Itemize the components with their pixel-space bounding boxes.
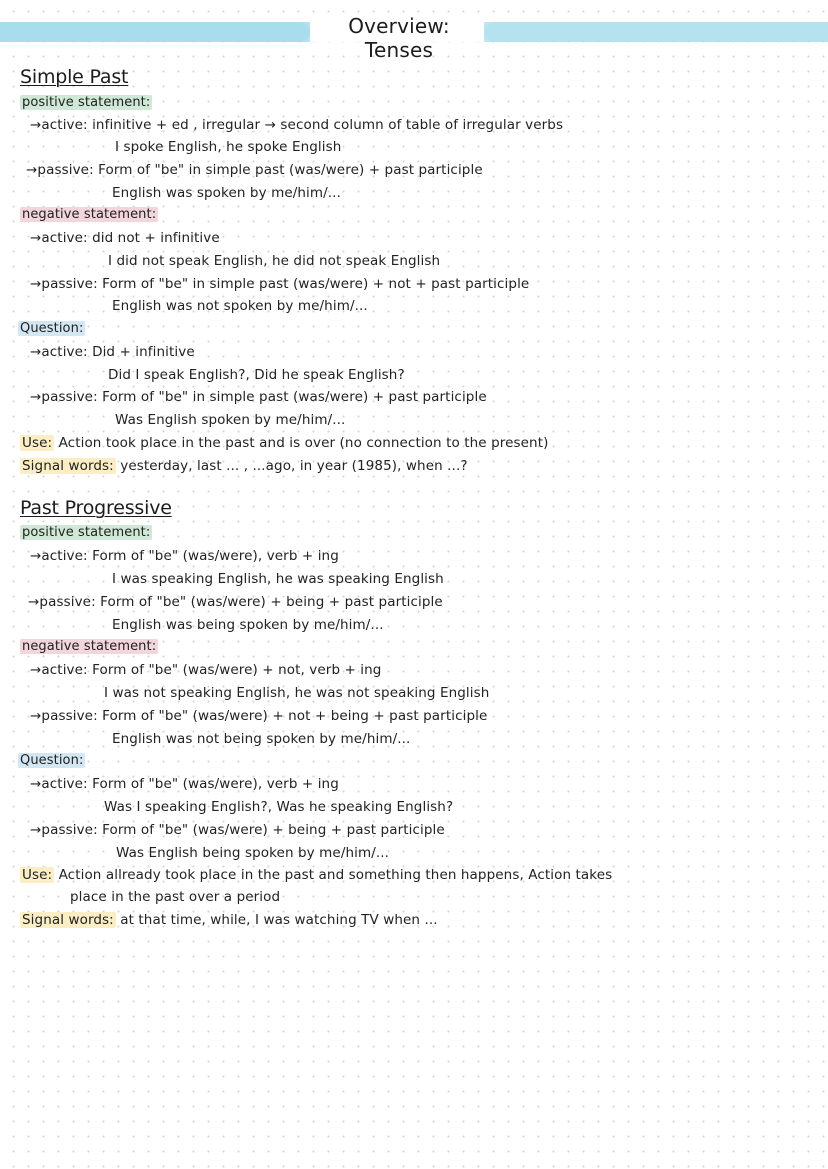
simple-past-pos-active-example: I spoke English, he spoke English — [115, 139, 342, 155]
past-progressive-neg-passive: →passive: Form of "be" (was/were) + not + being + past participle — [30, 708, 488, 724]
simple-past-q-active: →active: Did + infinitive — [30, 344, 195, 360]
past-progressive-pos-passive-example: English was being spoken by me/him/... — [112, 617, 384, 633]
simple-past-neg-active-example: I did not speak English, he did not speak English — [108, 253, 441, 269]
simple-past-pos-passive-example: English was spoken by me/him/... — [112, 185, 341, 201]
simple-past-pos-passive: →passive: Form of "be" in simple past (was/were) + past participle — [26, 162, 483, 178]
simple-past-heading: Simple Past — [20, 66, 129, 88]
simple-past-positive-label — [20, 95, 152, 110]
negative-label-text: negative statement: — [22, 639, 157, 654]
past-progressive-pos-active-example: I was speaking English, he was speaking English — [112, 571, 444, 587]
past-progressive-q-passive-example: Was English being spoken by me/him/... — [116, 845, 390, 861]
question-label-text: Question: — [20, 753, 84, 768]
simple-past-neg-active: →active: did not + infinitive — [30, 230, 220, 246]
past-progressive-q-active: →active: Form of "be" (was/were), verb + ing — [30, 776, 339, 792]
past-progressive-positive-label — [20, 525, 152, 540]
page-title: Overview: Tenses — [348, 14, 450, 62]
signal-text: at that time, while, I was watching TV when ... — [120, 912, 438, 928]
use-label: Use: — [22, 867, 53, 883]
past-progressive-question-label — [18, 753, 85, 768]
past-progressive-heading: Past Progressive — [20, 497, 172, 519]
title-band-left — [0, 22, 310, 42]
use-label: Use: — [22, 435, 53, 451]
simple-past-neg-passive-example: English was not spoken by me/him/... — [112, 298, 368, 314]
past-progressive-q-active-example: Was I speaking English?, Was he speaking English? — [104, 799, 454, 815]
past-progressive-neg-active-example: I was not speaking English, he was not speaking English — [104, 685, 490, 701]
simple-past-neg-passive: →passive: Form of "be" in simple past (was/were) + not + past participle — [30, 276, 530, 292]
past-progressive-q-passive: →passive: Form of "be" (was/were) + being + past participle — [30, 822, 445, 838]
positive-label-text: positive statement: — [22, 95, 151, 110]
simple-past-q-active-example: Did I speak English?, Did he speak English? — [108, 367, 405, 383]
past-progressive-signal-words — [20, 912, 438, 928]
past-progressive-negative-label — [20, 639, 158, 654]
positive-label-text: positive statement: — [22, 525, 151, 540]
past-progressive-pos-active: →active: Form of "be" (was/were), verb + ing — [30, 548, 339, 564]
simple-past-signal-words — [20, 458, 468, 474]
past-progressive-use — [20, 867, 612, 883]
simple-past-question-label — [18, 321, 85, 336]
past-progressive-neg-passive-example: English was not being spoken by me/him/... — [112, 731, 411, 747]
question-label-text: Question: — [20, 321, 84, 336]
simple-past-q-passive: →passive: Form of "be" in simple past (was/were) + past participle — [30, 389, 487, 405]
simple-past-use — [20, 435, 548, 451]
past-progressive-use-continued: place in the past over a period — [70, 889, 281, 905]
use-text: Action allready took place in the past and something then happens, Action takes — [58, 867, 613, 883]
past-progressive-pos-passive: →passive: Form of "be" (was/were) + being + past participle — [28, 594, 443, 610]
signal-text: yesterday, last ... , ...ago, in year (1985), when ...? — [120, 458, 468, 474]
simple-past-pos-active: →active: infinitive + ed , irregular → second column of table of irregular verbs — [30, 117, 564, 133]
past-progressive-neg-active: →active: Form of "be" (was/were) + not, verb + ing — [30, 662, 382, 678]
simple-past-negative-label — [20, 207, 158, 222]
signal-label: Signal words: — [22, 912, 114, 928]
signal-label: Signal words: — [22, 458, 114, 474]
title-band-right — [484, 22, 828, 42]
use-text: Action took place in the past and is over (no connection to the present) — [58, 435, 549, 451]
simple-past-q-passive-example: Was English spoken by me/him/... — [115, 412, 346, 428]
negative-label-text: negative statement: — [22, 207, 157, 222]
